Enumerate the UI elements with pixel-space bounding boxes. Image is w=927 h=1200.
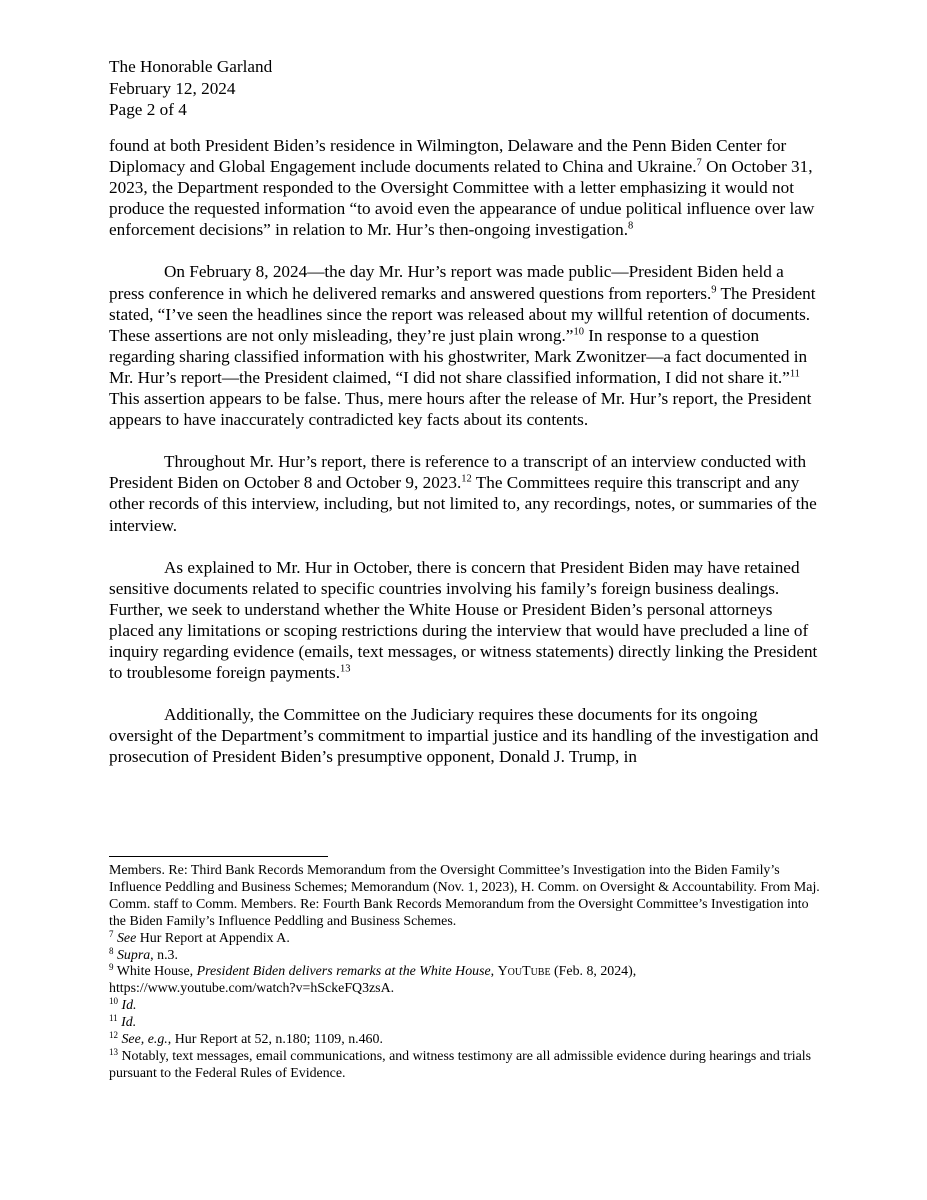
footnote-ref-10: 10 — [573, 326, 584, 338]
paragraph-text: On February 8, 2024—the day Mr. Hur’s report was made public—President Biden held a press conference in which he delivered remarks and answered questions from reporters. — [109, 262, 784, 303]
youtube-link[interactable]: (Feb. 8, 2024), https://www.youtube.com/watch?v=hSckeFQ3zsA. — [109, 964, 637, 997]
paragraph-text: In response to a question regarding sharing classified information with his ghostwriter, Mark Zwonitzer—a fact documented in Mr. Hur’s report—the President claimed, “I did not share classified information, I did not share it.” — [109, 325, 808, 387]
footnote-divider — [109, 856, 328, 857]
paragraph-text: This assertion appears to be false. Thus, mere hours after the release of Mr. Hur’s report, the President appears to have inaccurately contradicted key facts about its contents. — [109, 389, 812, 430]
paragraph-2 — [109, 261, 821, 430]
paragraph-text: As explained to Mr. Hur in October, there is concern that President Biden may have retained sensitive documents related to specific countries involving his family’s foreign business dealings. Further, we seek to understand whether the White House or President Biden’s personal attorneys placed any limitations or scoping restrictions during the interview that would have precluded a line of inquiry regarding evidence (emails, text messages, or witness statements) directly linking the President to troublesome foreign payments. — [109, 557, 818, 683]
footnote-ref-12: 12 — [461, 473, 472, 485]
paragraph-text: Throughout Mr. Hur’s report, there is reference to a transcript of an interview conducted with President Biden on October 8 and October 9, 2023. — [109, 452, 807, 493]
paragraph-4 — [109, 557, 821, 684]
letter-header — [109, 56, 272, 121]
footnote-13: $^{13}$ Notably, text messages, email communications, and witness testimony are all admissible evidence during hearings and trials pursuant to the Federal Rules of Evidence. — [109, 1047, 812, 1081]
footnote-ref-13: 13 — [340, 663, 351, 675]
footnote-10: $^{10}$ Id. — [109, 996, 137, 1014]
page-number-line: Page 2 of 4 — [109, 100, 187, 119]
paragraph-text: The President stated, “I’ve seen the headlines since the report was released about my willful retention of documents. These assertions are not only misleading, they’re just plain wrong.” — [109, 283, 816, 345]
paragraph-text: On October 31, 2023, the Department responded to the Oversight Committee with a letter emphasizing it would not produce the requested information “to avoid even the appearance of undue political influence over law enforcement decisions” in relation to Mr. Hur’s then-ongoing investigation. — [109, 157, 815, 240]
footnote-ref-7: 7 — [696, 157, 702, 169]
paragraph-5 — [109, 704, 821, 767]
footnote-8: $^8$ Supra, n.3. — [109, 945, 178, 963]
footnote-11: $^{11}$ Id. — [109, 1013, 137, 1031]
footnote-12: $^{12}$ See, e.g., Hur Report at 52, n.180; 1109, n.460. — [109, 1030, 383, 1048]
footnote-9: $^9$ White House, President Biden delivers remarks at the White House, YouTube (Feb. 8, 2024), https://www.youtube.com/watch?v=hSckeFQ3zsA. — [109, 962, 637, 997]
footnote-ref-11: 11 — [789, 368, 800, 380]
recipient-line: The Honorable Garland — [109, 57, 273, 76]
footnote-ref-8: 8 — [628, 220, 634, 232]
footnotes — [109, 863, 821, 1083]
date-line: February 12, 2024 — [109, 78, 236, 98]
paragraph-text: The Committees require this transcript and any other records of this interview, including, but not limited to, any recordings, notes, or summaries of the interview. — [109, 473, 817, 535]
footnote-continued: Members. Re: Third Bank Records Memorandum from the Oversight Committee’s Investigation into the Biden Family’s Influence Peddling and Business Schemes; Memorandum (Nov. 1, 2023), H. Comm. on Oversight & Accountability. From Maj. Comm. staff to Comm. Members. Re: Fourth Bank Records Memorandum from the Oversight Committee’s Investigation into the Biden Family’s Influence Peddling and Business Schemes. — [109, 863, 820, 929]
footnote-ref-9: 9 — [711, 284, 717, 296]
footnote-7: $^7$ See Hur Report at Appendix A. — [109, 928, 290, 946]
paragraph-text: found at both President Biden’s residence in Wilmington, Delaware and the Penn Biden Center for Diplomacy and Global Engagement include documents related to China and Ukraine. — [109, 136, 787, 177]
paragraph-text: Additionally, the Committee on the Judiciary requires these documents for its ongoing oversight of the Department’s commitment to impartial justice and its handling of the investigation and prosecution of President Biden’s presumptive opponent, Donald J. Trump, in — [109, 705, 819, 767]
letter-body — [109, 135, 821, 788]
paragraph-1 — [109, 135, 821, 240]
paragraph-3 — [109, 451, 821, 535]
